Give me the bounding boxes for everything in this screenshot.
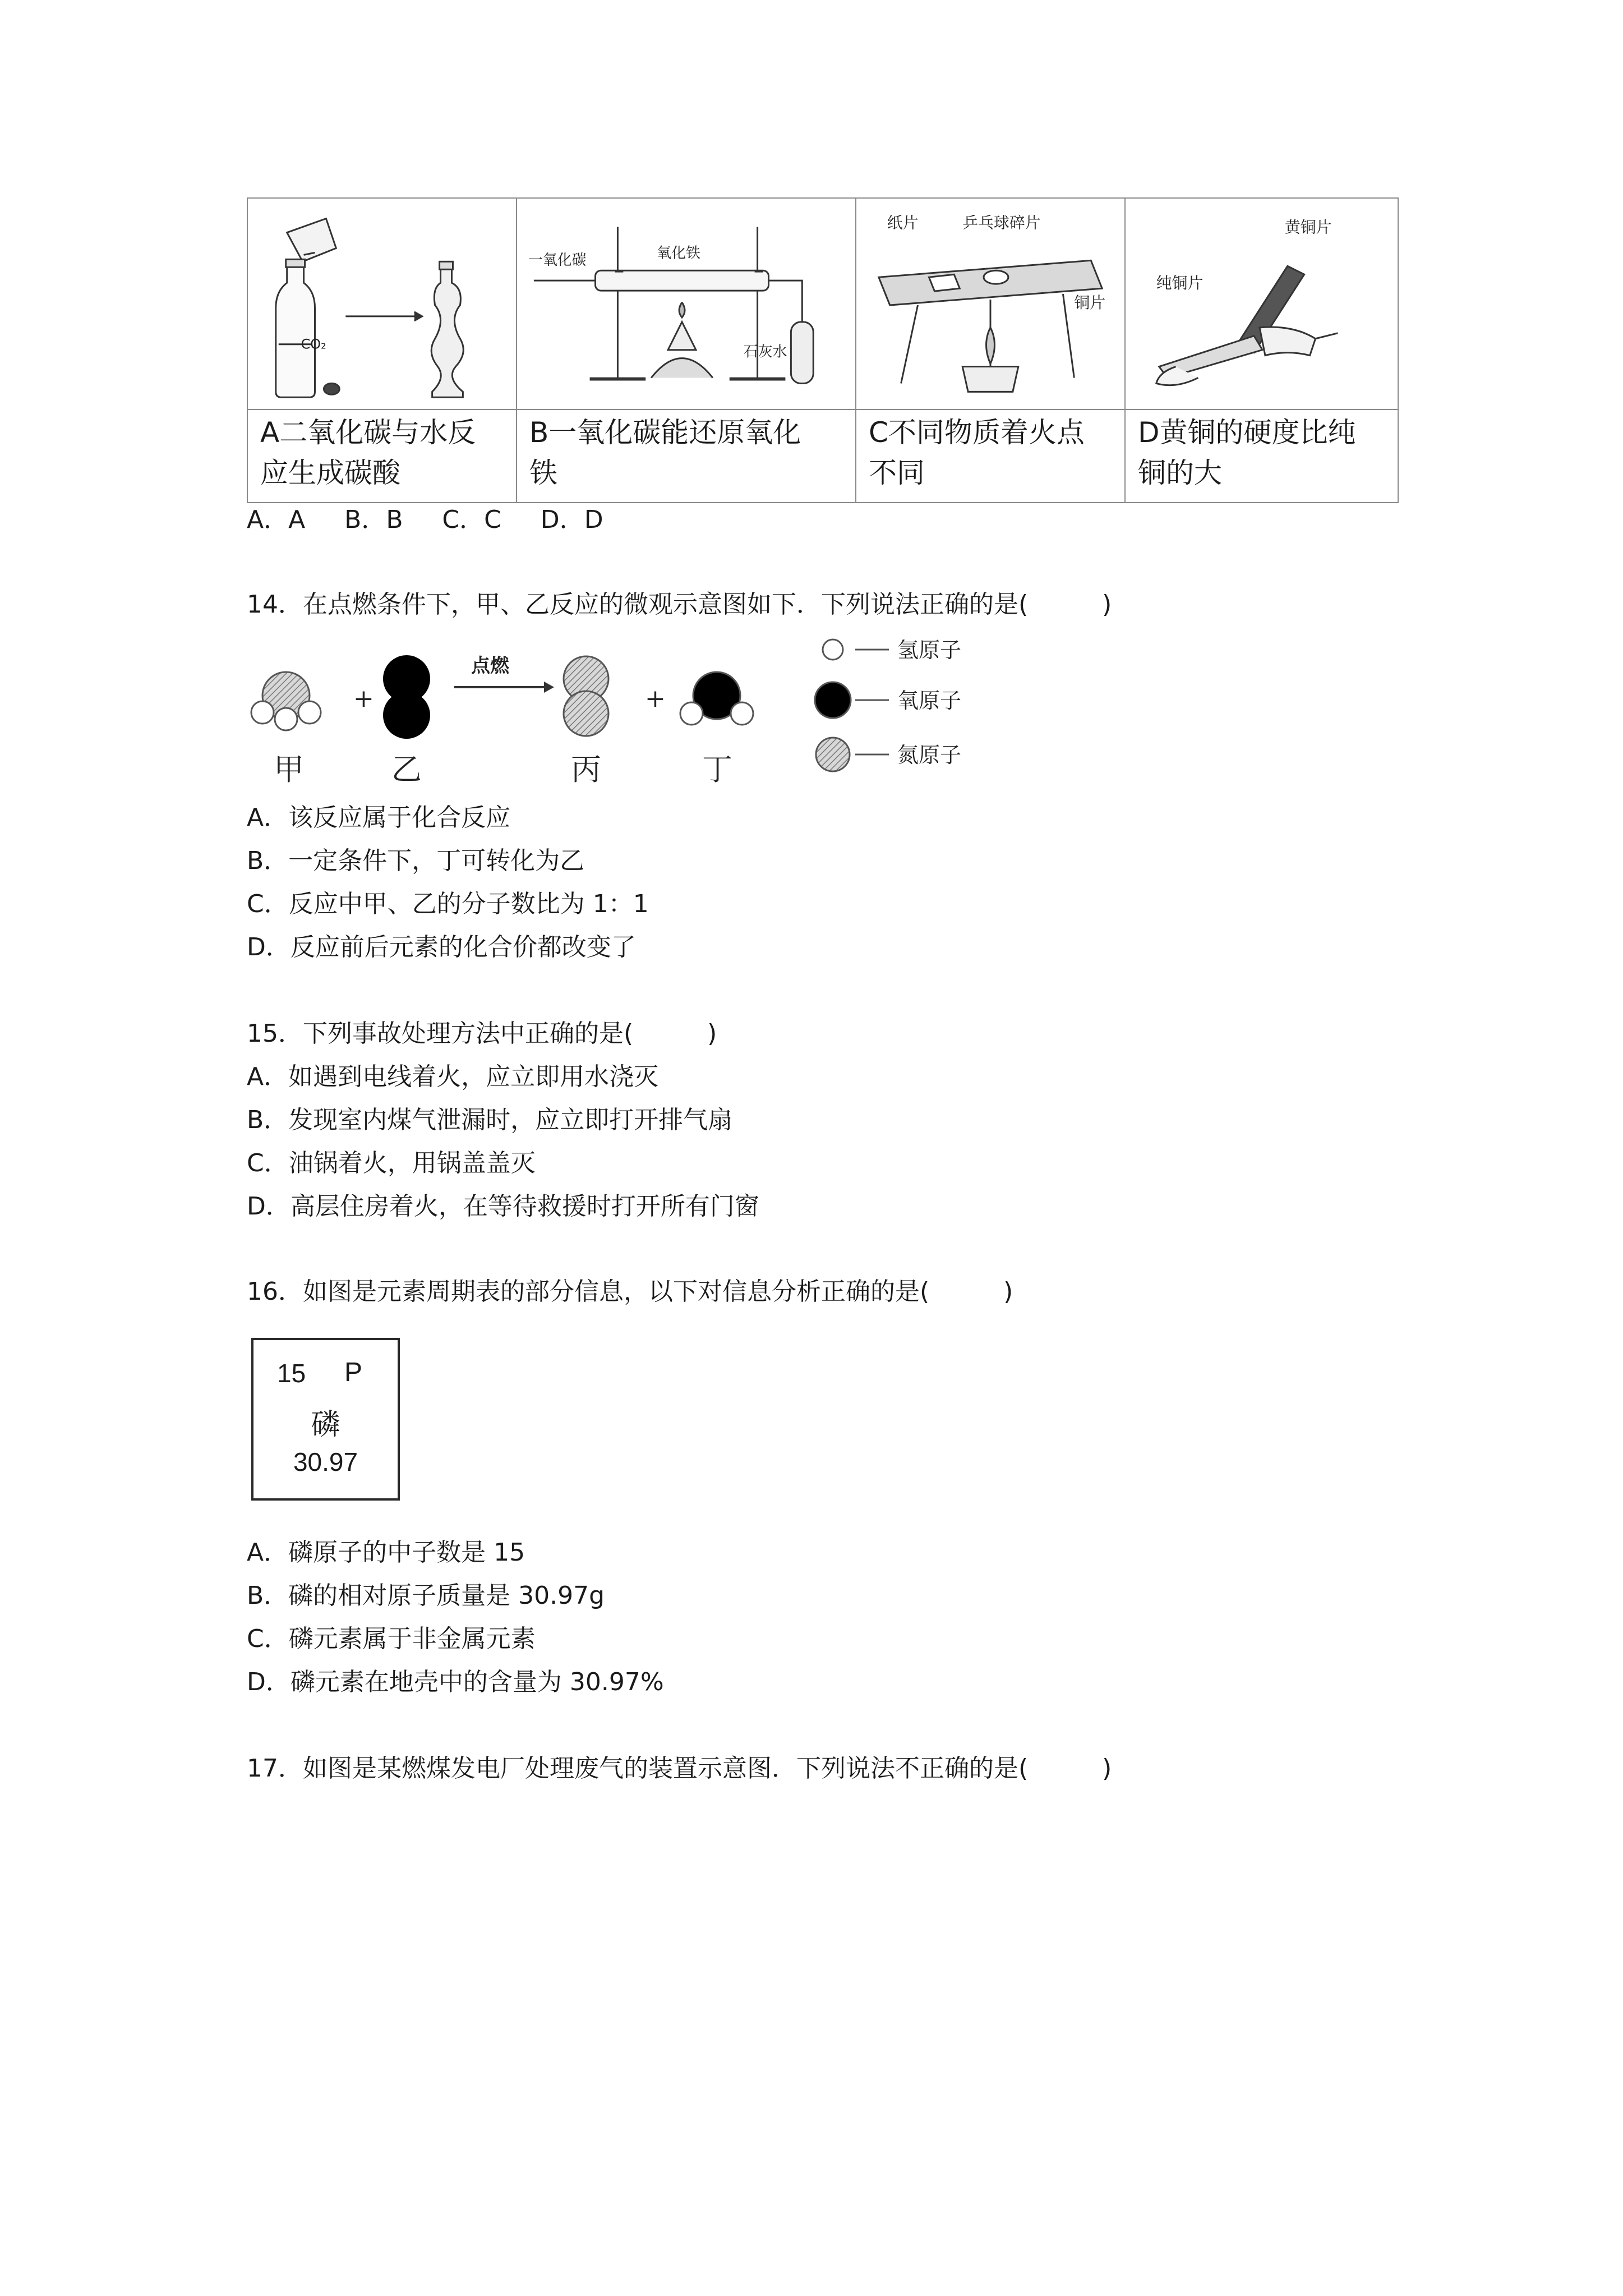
legend [815, 639, 889, 771]
q13-options: A．A B．B C．C D．D [247, 505, 603, 534]
label-ding: 丁 [702, 752, 732, 787]
q16-option-d: D．磷元素在地壳中的含量为 30.97% [247, 1668, 664, 1696]
brass-label: 黄铜片 [1284, 218, 1332, 237]
q16-stem: 16．如图是元素周期表的部分信息，以下对信息分析正确的是( ) [247, 1277, 1013, 1306]
pingpong-label: 乒乓球碎片 [962, 213, 1041, 232]
label-yi: 乙 [391, 752, 422, 787]
paper-label: 纸片 [887, 213, 919, 232]
atomic-number: 15 [277, 1359, 306, 1388]
brass-scratch-illustration [1126, 199, 1398, 409]
q13-caption-b: B一氧化碳能还原氧化 铁 [517, 409, 856, 503]
legend-o: 氧原子 [897, 688, 962, 713]
q14-option-d: D．反应前后元素的化合价都改变了 [247, 933, 636, 961]
limewater-label: 石灰水 [743, 343, 787, 361]
svg-text:+: + [645, 684, 666, 713]
co-reduction-apparatus [517, 199, 855, 409]
q13-cell-b-image [517, 198, 856, 409]
q16-option-c: C．磷元素属于非金属元素 [247, 1625, 536, 1653]
element-symbol: P [344, 1358, 363, 1387]
q16-option-b: B．磷的相对原子质量是 30.97g [247, 1581, 605, 1610]
pure-copper-label: 纯铜片 [1156, 274, 1204, 293]
molecule-jia [251, 672, 321, 730]
element-name: 磷 [311, 1408, 340, 1442]
q13-cell-a-image [247, 198, 517, 409]
q15-stem: 15．下列事故处理方法中正确的是( ) [247, 1019, 717, 1048]
atomic-mass: 30.97 [293, 1447, 358, 1476]
q14-reaction-diagram [247, 617, 1054, 797]
periodic-element-card [251, 1338, 400, 1501]
q14-option-a: A．该反应属于化合反应 [247, 803, 511, 832]
molecule-yi [383, 655, 430, 739]
svg-text:+: + [353, 684, 374, 713]
fe2o3-label: 氧化铁 [657, 245, 700, 262]
q15-option-b: B．发现室内煤气泄漏时，应立即打开排气扇 [247, 1106, 733, 1134]
q15-option-d: D．高层住房着火，在等待救援时打开所有门窗 [247, 1192, 759, 1221]
q14-stem: 14．在点燃条件下，甲、乙反应的微观示意图如下．下列说法正确的是( ) [247, 590, 1112, 619]
legend-n: 氮原子 [897, 743, 962, 767]
q15-option-a: A．如遇到电线着火，应立即用水浇灭 [247, 1062, 659, 1091]
q15-option-c: C．油锅着火，用锅盖盖灭 [247, 1149, 536, 1177]
q13-cell-c-image [856, 198, 1125, 409]
copper-sheet-label: 铜片 [1074, 293, 1106, 312]
molecule-ding [680, 672, 753, 725]
q17-stem: 17．如图是某燃煤发电厂处理废气的装置示意图．下列说法不正确的是( ) [247, 1754, 1112, 1783]
co2-label: CO₂ [301, 336, 326, 352]
q13-experiment-table [247, 197, 1399, 503]
molecule-bing [564, 656, 608, 736]
q13-caption-c: C不同物质着火点 不同 [856, 409, 1125, 503]
label-jia: 甲 [274, 752, 304, 787]
q13-caption-d: D黄铜的硬度比纯 铜的大 [1125, 409, 1398, 503]
q13-caption-a: A二氧化碳与水反 应生成碳酸 [247, 409, 517, 503]
condition-label: 点燃 [471, 655, 509, 677]
co-label: 一氧化碳 [528, 252, 587, 269]
q14-option-c: C．反应中甲、乙的分子数比为 1：1 [247, 890, 649, 918]
legend-h: 氢原子 [897, 638, 962, 662]
q13-cell-d-image [1125, 198, 1398, 409]
ignition-point-apparatus [856, 199, 1124, 409]
q16-option-a: A．磷原子的中子数是 15 [247, 1538, 525, 1567]
co2-bottle-illustration [248, 199, 516, 409]
q14-option-b: B．一定条件下，丁可转化为乙 [247, 846, 585, 875]
label-bing: 丙 [571, 752, 601, 787]
